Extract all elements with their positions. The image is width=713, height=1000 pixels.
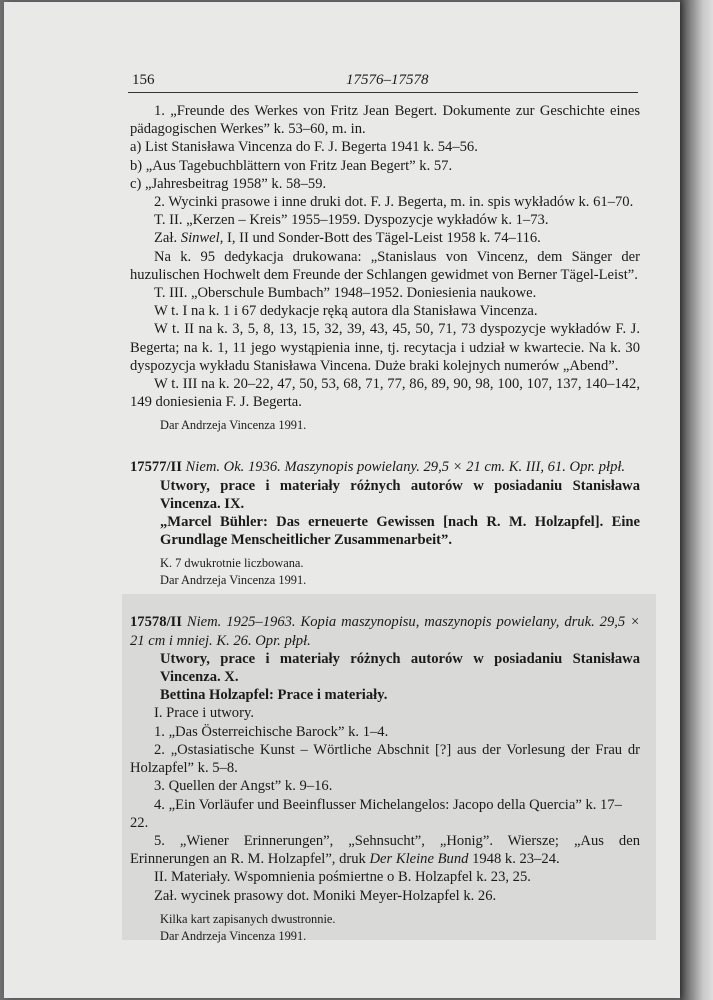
entry-title: Utwory, prace i materiały różnych autorów w posiadaniu Stanisława Vincenza. X. [160,650,640,686]
item-line: T. III. „Oberschule Bumbach” 1948–1952. Doniesienia naukowe. [154,285,537,302]
item-line: c) „Jahresbeitrag 1958” k. 58–59. [130,175,327,192]
item-line: I. Prace i utwory. [154,705,254,722]
item-line: 2. Wycinki prasowe i inne druki dot. F. J. Begerta, m. in. spis wykładów k. 61–70. [154,194,634,211]
item-text: 5. „Wiener Erinnerungen”, „Sehnsucht”, „Honig”. Wiersze; „Aus den Erinnerungen an R. M. Holzapfel”, druk [130,832,640,868]
entry-id: 17577/II [130,459,182,476]
running-header [128,70,638,93]
page-body [130,102,640,945]
donation-note: Dar Andrzeja Vincenza 1991. [160,418,307,433]
entry-note: K. 7 dwukrotnie liczbowana. [160,556,304,571]
item-line: Zał. wycinek prasowy dot. Moniki Meyer-Holzapfel k. 26. [154,887,497,904]
item-text: 1948 k. 23–24. [468,851,560,868]
item-line [130,832,640,868]
publication-title: Der Kleine Bund [369,851,469,868]
item-line: a) List Stanisława Vincenza do F. J. Begerta 1941 k. 54–56. [130,139,478,156]
item-line: 3. Quellen der Angst” k. 9–16. [154,778,333,795]
item-line: W t. I na k. 1 i 67 dedykacje ręką autora dla Stanisława Vincenza. [154,303,538,320]
page-number: 156 [132,72,155,88]
item-line: II. Materiały. Wspomnienia pośmiertne o B. Holzapfel k. 23, 25. [154,869,531,886]
entry-title: Utwory, prace i materiały różnych autorów w posiadaniu Stanisława Vincenza. IX. [160,477,640,512]
entry-note: Kilka kart zapisanych dwustronnie. [160,911,336,926]
entry-heading [130,613,640,649]
item-line: 1. „Das Österreichische Barock” k. 1–4. [154,723,389,740]
page-edge-shadow [680,0,713,1000]
zal-prefix: Zał. [154,230,178,247]
zal-title: Sinwel [180,230,220,247]
donation-note: Dar Andrzeja Vincenza 1991. [160,928,307,943]
item-line: W t. II na k. 3, 5, 8, 13, 15, 32, 39, 43, 45, 50, 71, 73 dyspozycje wykładów F. J. Begerta; na k. 1, 11 jego wystąpienia inne, tj. recytacja i udział w kwartecie. Na k. 30 dyspozycja wykładu Stanisława Vincena. Duże braki kolejnych numerów „Abend”. [130,321,640,374]
item-line: W t. III na k. 20–22, 47, 50, 53, 68, 71, 77, 86, 89, 90, 98, 100, 107, 137, 140–142, 149 doniesienia F. J. Begerta. [130,376,640,411]
item-line: Na k. 95 dedykacja drukowana: „Stanislaus von Vincenz, dem Sänger der huzulischen Hochwelt dem Freunde der Schlangen gewidmet von Berner Tägel-Leist”. [130,248,640,283]
entry-heading [130,458,640,476]
item-line: b) „Aus Tagebuchblättern von Fritz Jean Begert” k. 57. [130,157,453,174]
item-line: 4. „Ein Vorläufer und Beeinflusser Michelangelos: Jacopo della Quercia” k. 17–22. [130,796,622,831]
entry-description: Niem. 1925–1963. Kopia maszynopisu, maszynopis powielany, druk. 29,5 × 21 cm i mniej. K. 26. Opr. płpł. [130,614,640,649]
item-line [130,229,640,247]
item-line: 2. „Ostasiatische Kunst – Wörtliche Abschnit [?] aus der Vorlesung der Frau dr Holzapfel” k. 5–8. [130,741,640,777]
zal-rest: , I, II und Sonder-Bott des Tägel-Leist 1958 k. 74–116. [219,230,541,247]
entry-description: Niem. Ok. 1936. Maszynopis powielany. 29,5 × 21 cm. K. III, 61. Opr. płpł. [181,459,626,476]
item-line: 1. „Freunde des Werkes von Fritz Jean Begert. Dokumente zur Geschichte eines pädagogischen Werkes” k. 53–60, m. in. [130,103,640,138]
donation-note: Dar Andrzeja Vincenza 1991. [160,573,307,588]
entry-range: 17576–17578 [346,72,429,88]
entry-id: 17578/II [130,614,182,631]
entry-subtitle: Bettina Holzapfel: Prace i materiały. [160,687,388,704]
item-line: T. II. „Kerzen – Kreis” 1955–1959. Dyspozycje wykładów k. 1–73. [154,212,549,229]
entry-subtitle: „Marcel Bühler: Das erneuerte Gewissen [nach R. M. Holzapfel]. Eine Grundlage Menscheitlicher Zusammenarbeit”. [160,514,640,549]
